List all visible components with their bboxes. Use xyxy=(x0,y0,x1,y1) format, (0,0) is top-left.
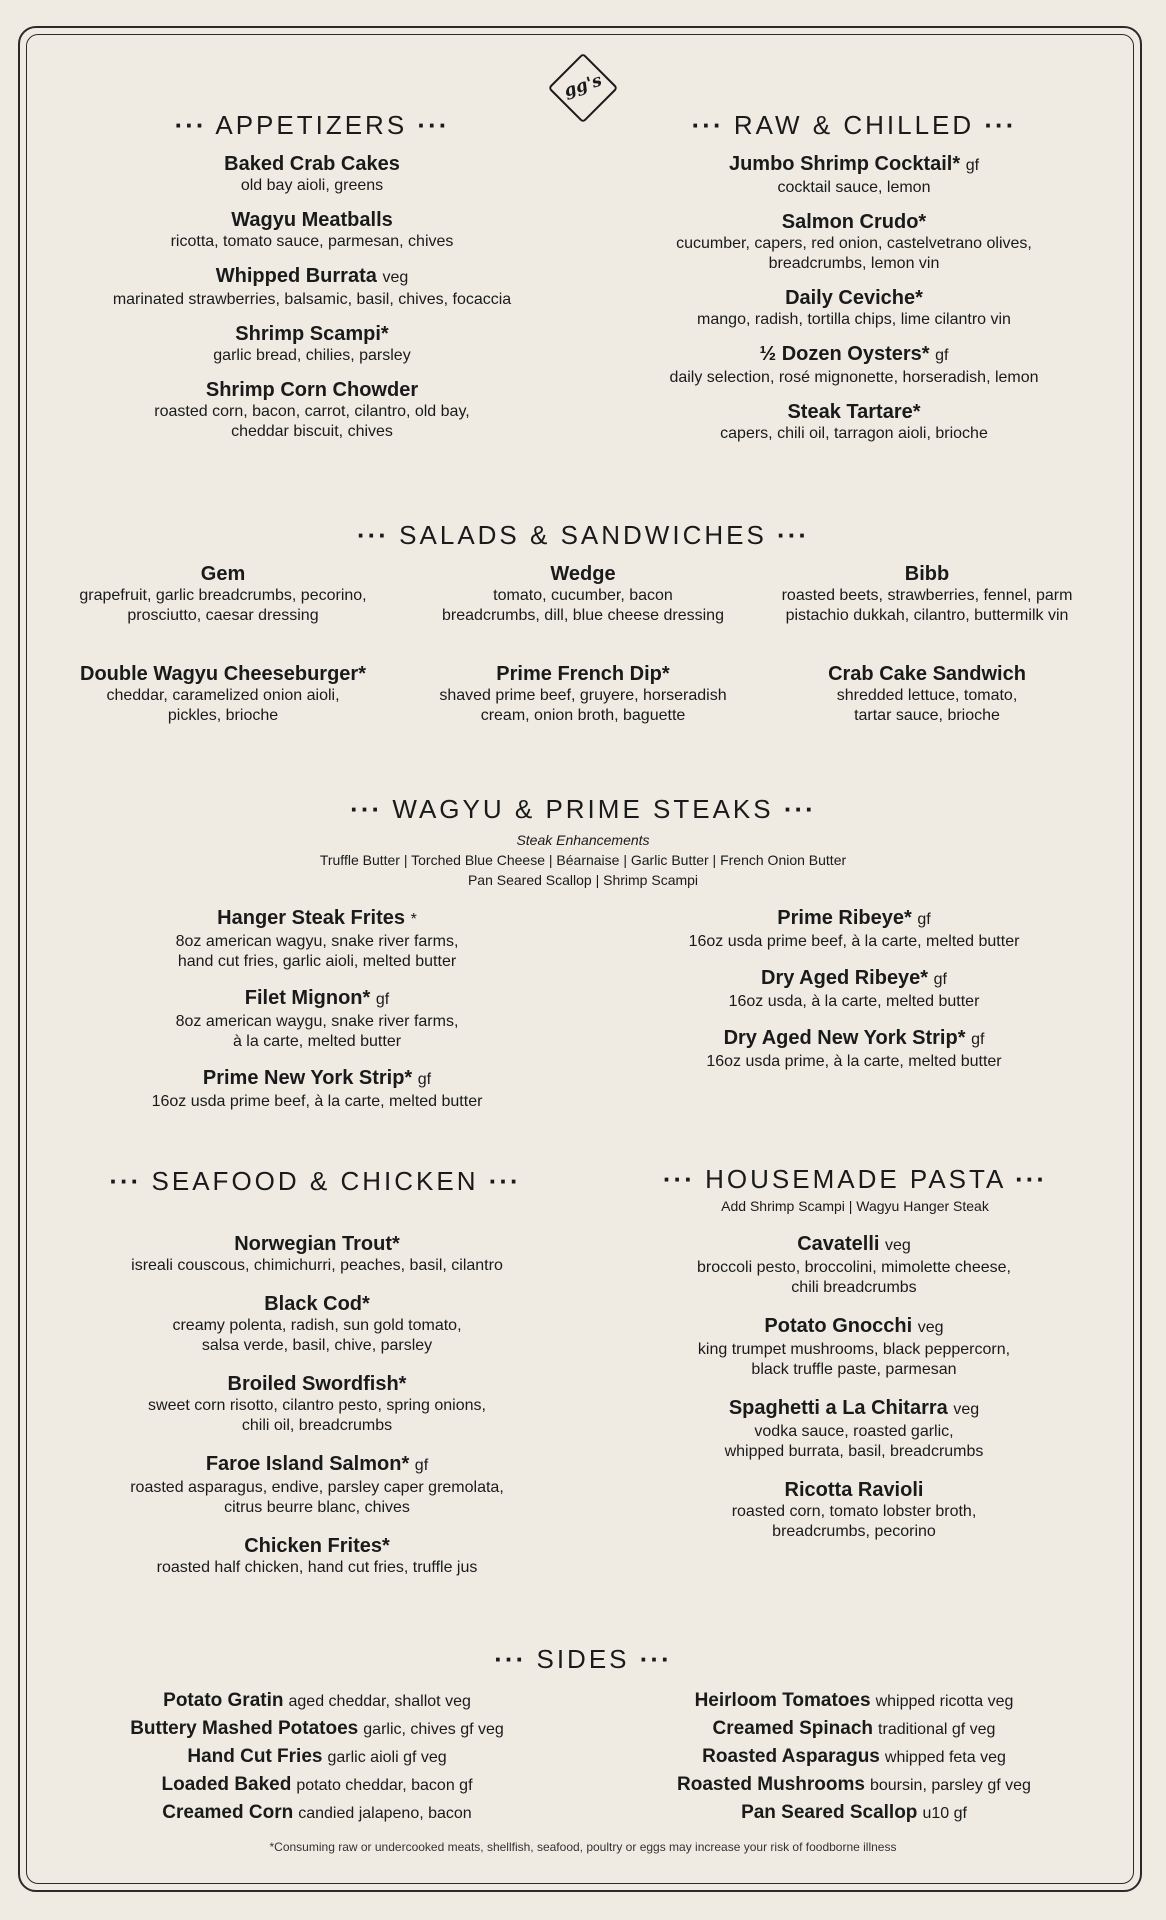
menu-item-name xyxy=(62,1452,572,1478)
side-item-description: garlic aioli gf veg xyxy=(327,1749,447,1766)
menu-item-description: prosciutto, caesar dressing xyxy=(127,607,319,624)
side-item-name: Pan Seared Scallop xyxy=(741,1802,918,1823)
menu-item-name xyxy=(412,562,754,586)
restaurant-logo xyxy=(544,54,622,124)
menu-item xyxy=(62,1534,572,1578)
side-item xyxy=(62,1687,572,1715)
side-item-name: Creamed Spinach xyxy=(712,1718,874,1739)
menu-item xyxy=(600,1026,1108,1072)
menu-item-description: 8oz american waygu, snake river farms, xyxy=(175,1013,459,1030)
menu-item-tag: gf xyxy=(933,971,947,988)
menu-item-description: king trumpet mushrooms, black peppercorn, xyxy=(697,1341,1011,1358)
side-item xyxy=(600,1743,1108,1771)
menu-item-name xyxy=(600,1478,1108,1502)
menu-item-name xyxy=(760,662,1094,686)
side-item-name: Hand Cut Fries xyxy=(187,1746,323,1767)
side-item xyxy=(600,1715,1108,1743)
menu-item xyxy=(62,1292,572,1356)
steaks-left-list xyxy=(62,906,572,1112)
menu-item-name xyxy=(60,562,386,586)
heading-steaks: ··· WAGYU & PRIME STEAKS ··· xyxy=(350,794,816,824)
steak-enhancements-title: Steak Enhancements xyxy=(516,832,650,848)
menu-item-tag: veg xyxy=(885,1237,911,1254)
menu-item-title: Baked Crab Cakes xyxy=(224,153,400,175)
menu-item-description: 16oz usda prime beef, à la carte, melted butter xyxy=(688,933,1020,950)
sandwich-french-dip xyxy=(412,662,754,726)
side-item-description: whipped ricotta veg xyxy=(875,1693,1014,1710)
menu-item-description: salsa verde, basil, chive, parsley xyxy=(201,1337,433,1354)
menu-item-name xyxy=(62,906,572,932)
heading-raw-chilled: ··· RAW & CHILLED ··· xyxy=(691,110,1017,140)
menu-item-tag: gf xyxy=(417,1071,432,1088)
menu-item-description: sweet corn risotto, cilantro pesto, spring onions, xyxy=(148,1397,486,1414)
menu-item-description: 8oz american wagyu, snake river farms, xyxy=(175,933,459,950)
menu-item-description: broccoli pesto, broccolini, mimolette cheese, xyxy=(697,1259,1011,1276)
menu-item-name xyxy=(62,208,562,232)
menu-item-description: roasted corn, tomato lobster broth, xyxy=(731,1503,977,1520)
menu-item-description: tartar sauce, brioche xyxy=(854,707,1000,724)
menu-item-description: à la carte, melted butter xyxy=(232,1033,402,1050)
steak-enhancements-line-2: Pan Seared Scallop | Shrimp Scampi xyxy=(467,872,699,888)
menu-item xyxy=(62,264,562,310)
menu-item-name xyxy=(760,562,1094,586)
appetizers-list xyxy=(62,152,562,442)
menu-item-name xyxy=(600,152,1108,178)
menu-item-title: Ricotta Ravioli xyxy=(784,1479,924,1501)
side-item-name: Roasted Mushrooms xyxy=(677,1774,865,1795)
side-item xyxy=(600,1687,1108,1715)
pasta-add-ons: Add Shrimp Scampi | Wagyu Hanger Steak xyxy=(721,1198,989,1214)
menu-item xyxy=(62,322,562,366)
menu-item-name xyxy=(412,662,754,686)
menu-item-name xyxy=(62,1292,572,1316)
menu-item-description: cream, onion broth, baguette xyxy=(480,707,686,724)
menu-item-title: Bibb xyxy=(904,563,950,585)
menu-item-description: shaved prime beef, gruyere, horseradish xyxy=(439,687,727,704)
menu-item xyxy=(600,1396,1108,1462)
raw-chilled-list xyxy=(600,152,1108,444)
menu-item-title: Prime French Dip* xyxy=(496,663,670,685)
menu-item-title: Wedge xyxy=(550,563,616,585)
menu-item-description: pistachio dukkah, cilantro, buttermilk vin xyxy=(785,607,1069,624)
menu-item-name xyxy=(62,986,572,1012)
menu-item-name xyxy=(62,378,562,402)
menu-item xyxy=(62,906,572,972)
menu-item-title: Whipped Burrata xyxy=(215,265,377,287)
seafood-list xyxy=(62,1232,572,1578)
menu-item xyxy=(600,342,1108,388)
menu-item-title: Shrimp Corn Chowder xyxy=(205,379,419,401)
menu-item-description: isreali couscous, chimichurri, peaches, basil, cilantro xyxy=(131,1257,503,1274)
side-item-description: potato cheddar, bacon gf xyxy=(296,1777,473,1794)
side-item-name: Roasted Asparagus xyxy=(702,1746,880,1767)
side-item-name: Heirloom Tomatoes xyxy=(694,1690,871,1711)
heading-raw-chilled-text: RAW & CHILLED xyxy=(733,110,975,140)
menu-item-description: capers, chili oil, tarragon aioli, brioche xyxy=(720,425,988,442)
side-item-description: aged cheddar, shallot veg xyxy=(288,1693,471,1710)
menu-item-title: Crab Cake Sandwich xyxy=(828,663,1026,685)
menu-item-description: chili breadcrumbs xyxy=(791,1279,917,1296)
menu-item-tag: gf xyxy=(965,157,980,174)
menu-item-title: Potato Gnocchi xyxy=(764,1315,913,1337)
logo-text: gg's xyxy=(561,70,605,102)
menu-item-description: breadcrumbs, pecorino xyxy=(772,1523,936,1540)
menu-item-title: Faroe Island Salmon* xyxy=(205,1453,410,1475)
menu-item-title: Chicken Frites* xyxy=(244,1535,390,1557)
menu-item-description: tomato, cucumber, bacon xyxy=(493,587,673,604)
heading-pasta-text: HOUSEMADE PASTA xyxy=(705,1164,1005,1194)
menu-item-tag: gf xyxy=(971,1031,985,1048)
menu-item-tag: gf xyxy=(917,911,931,928)
menu-item-name xyxy=(600,1396,1108,1422)
menu-item-description: breadcrumbs, lemon vin xyxy=(768,255,940,272)
steak-enhancements-line-1: Truffle Butter | Torched Blue Cheese | Béarnaise | Garlic Butter | French Onion Butter xyxy=(319,852,847,868)
menu-item xyxy=(60,662,386,726)
menu-item-title: ½ Dozen Oysters* xyxy=(759,343,930,365)
side-item xyxy=(62,1771,572,1799)
menu-item-name xyxy=(600,400,1108,424)
menu-item-title: Wagyu Meatballs xyxy=(231,209,393,231)
menu-item-description: old bay aioli, greens xyxy=(240,177,384,194)
menu-item-name xyxy=(600,1232,1108,1258)
heading-sides-text: SIDES xyxy=(536,1644,630,1674)
footnote-disclaimer: *Consuming raw or undercooked meats, shellfish, seafood, poultry or eggs may increase your risk of foodborne illness xyxy=(269,1840,897,1854)
heading-appetizers: ··· APPETIZERS ··· xyxy=(174,110,450,140)
menu-item-title: Gem xyxy=(200,563,246,585)
menu-item-title: Double Wagyu Cheeseburger* xyxy=(80,663,366,685)
menu-item-title: Cavatelli xyxy=(797,1233,880,1255)
menu-item xyxy=(600,152,1108,198)
menu-item xyxy=(600,1232,1108,1298)
side-item-name: Loaded Baked xyxy=(161,1774,292,1795)
menu-item-title: Spaghetti a La Chitarra xyxy=(728,1397,948,1419)
menu-item-description: shredded lettuce, tomato, xyxy=(836,687,1018,704)
side-item-name: Potato Gratin xyxy=(163,1690,284,1711)
menu-item-description: whipped burrata, basil, breadcrumbs xyxy=(724,1443,984,1460)
menu-item-tag: gf xyxy=(375,991,390,1008)
side-item xyxy=(600,1771,1108,1799)
menu-item-name xyxy=(62,1232,572,1256)
heading-seafood-text: SEAFOOD & CHICKEN xyxy=(151,1166,479,1196)
menu-item-description: roasted beets, strawberries, fennel, parm xyxy=(781,587,1073,604)
menu-item-name xyxy=(600,1026,1108,1052)
menu-item xyxy=(412,562,754,626)
menu-item-title: Prime New York Strip* xyxy=(202,1067,413,1089)
menu-item-title: Daily Ceviche* xyxy=(785,287,923,309)
menu-item-description: cheddar, caramelized onion aioli, xyxy=(106,687,340,704)
side-item xyxy=(62,1799,572,1827)
side-item-description: u10 gf xyxy=(922,1805,967,1822)
salads-gem xyxy=(60,562,386,626)
menu-item-description: roasted half chicken, hand cut fries, truffle jus xyxy=(156,1559,478,1576)
menu-item-title: Prime Ribeye* xyxy=(777,907,912,929)
side-item-description: whipped feta veg xyxy=(884,1749,1006,1766)
sides-right-list xyxy=(600,1687,1108,1827)
side-item xyxy=(62,1715,572,1743)
menu-item-title: Black Cod* xyxy=(264,1293,370,1315)
menu-item xyxy=(600,906,1108,952)
menu-item-description: marinated strawberries, balsamic, basil, chives, focaccia xyxy=(112,291,512,308)
menu-item-tag: gf xyxy=(935,347,949,364)
menu-item xyxy=(412,662,754,726)
menu-item xyxy=(760,662,1094,726)
menu-item-name xyxy=(600,286,1108,310)
menu-item-name xyxy=(600,342,1108,368)
menu-item xyxy=(600,1314,1108,1380)
side-item xyxy=(600,1799,1108,1827)
menu-item xyxy=(62,1232,572,1276)
menu-item xyxy=(600,966,1108,1012)
menu-item-name xyxy=(600,906,1108,932)
menu-item-description: 16oz usda prime, à la carte, melted butter xyxy=(706,1053,1002,1070)
menu-item-description: citrus beurre blanc, chives xyxy=(224,1499,410,1516)
menu-item xyxy=(600,400,1108,444)
steak-enhancements xyxy=(233,830,933,890)
menu-item-description: breadcrumbs, dill, blue cheese dressing xyxy=(442,607,724,624)
menu-item-name xyxy=(600,210,1108,234)
menu-item-description: hand cut fries, garlic aioli, melted butter xyxy=(177,953,457,970)
menu-item-title: Salmon Crudo* xyxy=(781,211,927,233)
heading-salads-sandwiches: ··· SALADS & SANDWICHES ··· xyxy=(356,520,810,550)
sandwich-burger xyxy=(60,662,386,726)
heading-pasta: ··· HOUSEMADE PASTA ··· xyxy=(662,1164,1048,1194)
menu-item-description: mango, radish, tortilla chips, lime cilantro vin xyxy=(697,311,1011,328)
salads-wedge xyxy=(412,562,754,626)
pasta-list xyxy=(600,1232,1108,1542)
menu-item xyxy=(62,1372,572,1436)
side-item-name: Buttery Mashed Potatoes xyxy=(130,1718,359,1739)
side-item-name: Creamed Corn xyxy=(162,1802,294,1823)
side-item-description: traditional gf veg xyxy=(878,1721,996,1738)
side-item xyxy=(62,1743,572,1771)
menu-item-description: creamy polenta, radish, sun gold tomato, xyxy=(172,1317,462,1334)
menu-item xyxy=(760,562,1094,626)
menu-item-description: daily selection, rosé mignonette, horseradish, lemon xyxy=(669,369,1039,386)
heading-sides: ··· SIDES ··· xyxy=(494,1644,672,1674)
menu-item-description: roasted asparagus, endive, parsley caper gremolata, xyxy=(130,1479,504,1496)
steaks-right-list xyxy=(600,906,1108,1072)
menu-item xyxy=(600,210,1108,274)
menu-item-name xyxy=(62,1534,572,1558)
salads-bibb xyxy=(760,562,1094,626)
menu-item-description: cocktail sauce, lemon xyxy=(777,179,931,196)
menu-item-title: Dry Aged New York Strip* xyxy=(723,1027,966,1049)
sides-left-list xyxy=(62,1687,572,1827)
menu-item-description: 16oz usda prime beef, à la carte, melted butter xyxy=(151,1093,483,1110)
menu-item-description: pickles, brioche xyxy=(167,707,279,724)
heading-steaks-text: WAGYU & PRIME STEAKS xyxy=(392,794,774,824)
menu-item xyxy=(62,208,562,252)
menu-item-description: ricotta, tomato sauce, parmesan, chives xyxy=(170,233,454,250)
menu-item-title: Norwegian Trout* xyxy=(234,1233,400,1255)
menu-item xyxy=(600,1478,1108,1542)
menu-item-title: Dry Aged Ribeye* xyxy=(761,967,929,989)
menu-item-description: chili oil, breadcrumbs xyxy=(241,1417,393,1434)
menu-item-name xyxy=(62,322,562,346)
menu-item-title: Jumbo Shrimp Cocktail* xyxy=(728,153,961,175)
menu-item-description: black truffle paste, parmesan xyxy=(751,1361,957,1378)
menu-item-tag: veg xyxy=(917,1319,944,1336)
menu-item-tag: veg xyxy=(953,1401,980,1418)
menu-item xyxy=(600,286,1108,330)
menu-item-description: 16oz usda, à la carte, melted butter xyxy=(728,993,980,1010)
menu-item-name xyxy=(600,1314,1108,1340)
menu-item-name xyxy=(60,662,386,686)
menu-item-title: Steak Tartare* xyxy=(787,401,921,423)
menu-item-name xyxy=(62,1372,572,1396)
sandwich-crab-cake xyxy=(760,662,1094,726)
menu-item-description: garlic bread, chilies, parsley xyxy=(213,347,411,364)
side-item-description: candied jalapeno, bacon xyxy=(298,1805,472,1822)
menu-item xyxy=(62,378,562,442)
menu-item-title: Filet Mignon* xyxy=(244,987,371,1009)
menu-item-description: roasted corn, bacon, carrot, cilantro, old bay, xyxy=(154,403,470,420)
heading-salads-text: SALADS & SANDWICHES xyxy=(399,520,767,550)
menu-item-title: Broiled Swordfish* xyxy=(227,1373,407,1395)
menu-item-name xyxy=(600,966,1108,992)
menu-item-description: cucumber, capers, red onion, castelvetrano olives, xyxy=(676,235,1032,252)
heading-seafood-chicken: ··· SEAFOOD & CHICKEN ··· xyxy=(109,1166,521,1196)
menu-item-description: vodka sauce, roasted garlic, xyxy=(754,1423,954,1440)
menu-item xyxy=(62,986,572,1052)
menu-item-tag: veg xyxy=(382,269,409,286)
menu-item-name xyxy=(62,264,562,290)
menu-item-description: cheddar biscuit, chives xyxy=(231,423,393,440)
menu-item xyxy=(62,1066,572,1112)
menu-item xyxy=(62,1452,572,1518)
menu-item xyxy=(62,152,562,196)
side-item-description: garlic, chives gf veg xyxy=(363,1721,504,1738)
menu-item-name xyxy=(62,1066,572,1092)
menu-item-title: Hanger Steak Frites xyxy=(217,907,406,929)
menu-item-tag: gf xyxy=(414,1457,429,1474)
heading-appetizers-text: APPETIZERS xyxy=(215,110,408,140)
menu-item-title: Shrimp Scampi* xyxy=(235,323,389,345)
menu-item xyxy=(60,562,386,626)
menu-item-description: grapefruit, garlic breadcrumbs, pecorino, xyxy=(79,587,367,604)
side-item-description: boursin, parsley gf veg xyxy=(869,1777,1031,1794)
menu-item-tag: * xyxy=(410,911,417,928)
menu-item-name xyxy=(62,152,562,176)
